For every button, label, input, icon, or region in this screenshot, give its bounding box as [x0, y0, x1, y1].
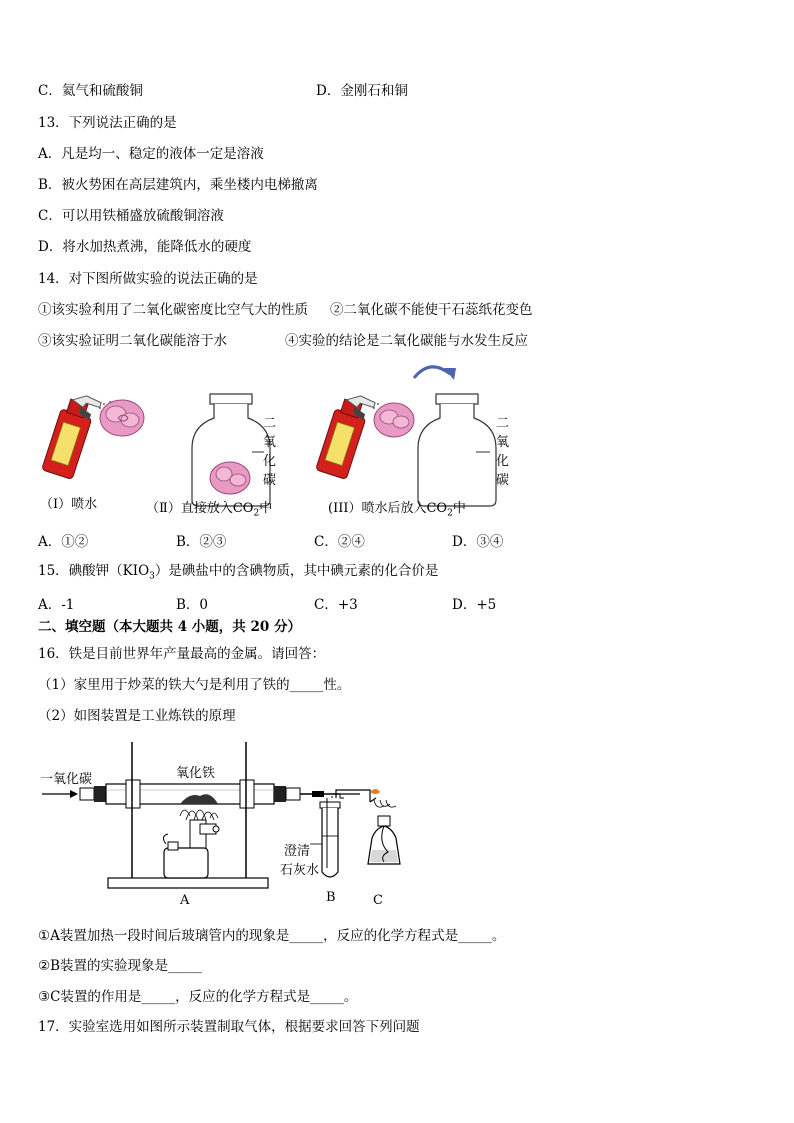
- flower-1: [100, 400, 144, 436]
- gas-label-char: 氧: [263, 435, 277, 450]
- caption-experiment-2: （Ⅱ）直接放入$CO_2$中: [146, 501, 273, 519]
- q15-option-d: D．+5: [452, 597, 497, 613]
- q14-statement-4: ④实验的结论是二氧化碳能与水发生反应: [285, 333, 528, 349]
- caption-experiment-1: （I）喷水: [40, 497, 98, 512]
- gas-label-char: 二: [263, 416, 277, 431]
- gas-label-char: 化: [263, 454, 277, 469]
- apparatus-label-c: C: [373, 893, 383, 908]
- spray-bottle-3: [316, 390, 376, 481]
- q16-statement-3: ③C装置的作用是_____，反应的化学方程式是_____。: [38, 989, 358, 1005]
- q15-option-b: B．0: [176, 597, 209, 613]
- jar-2: [192, 394, 270, 506]
- gas-label-char: 氧: [496, 435, 510, 450]
- q13-option-c: C．可以用铁桶盛放硫酸铜溶液: [38, 208, 224, 224]
- limewater-label-1: 澄清: [284, 844, 311, 859]
- jar-3: [418, 394, 496, 506]
- q12-option-d: D．金刚石和铜: [316, 83, 408, 99]
- apparatus-label-a: A: [180, 893, 190, 908]
- apparatus-label-b: B: [326, 890, 336, 905]
- q14-statement-3: ③该实验证明二氧化碳能溶于水: [38, 333, 227, 349]
- section-2-title: 二、填空题（本大题共 4 小题，共 20 分）: [38, 619, 301, 635]
- q16-stem: 16．铁是目前世界年产量最高的金属。请回答：: [38, 646, 326, 662]
- iron-smelting-apparatus-figure: [40, 740, 420, 908]
- q15-option-a: A．-1: [38, 597, 75, 613]
- gas-label-char: 碳: [263, 473, 277, 488]
- alcohol-lamp: [368, 800, 400, 864]
- q13-option-b: B．被火势困在高层建筑内，乘坐楼内电梯撤离: [38, 177, 318, 193]
- caption-experiment-3: (III）喷水后放入$CO_2$中: [328, 501, 466, 519]
- q14-stem: 14．对下图所做实验的说法正确的是: [38, 271, 258, 287]
- q16-statement-2: ②B装置的实验现象是_____: [38, 958, 202, 974]
- gas-label-char: 碳: [496, 473, 510, 488]
- q14-option-c: C．②④: [314, 534, 365, 550]
- q14-option-b: B．②③: [176, 534, 227, 550]
- q14-statement-2: ②二氧化碳不能使干石蕊纸花变色: [330, 302, 533, 318]
- q15-option-c: C．+3: [314, 597, 358, 613]
- q16-part-1: （1）家里用于炒菜的铁大勺是利用了铁的_____性。: [38, 677, 351, 693]
- iron-oxide-label: 氧化铁: [176, 766, 216, 781]
- limewater-label-2: 石灰水: [280, 863, 320, 878]
- q15-stem: 15．碘酸钾$(KIO_3)$是碘盐中的含碘物质，其中碘元素的化合价是: [38, 563, 439, 582]
- co2-flower-experiment-figure: [30, 360, 530, 520]
- flower-3: [374, 403, 414, 437]
- gas-label-char: 二: [496, 416, 510, 431]
- q14-statement-1: ①该实验利用了二氧化碳密度比空气大的性质: [38, 302, 308, 318]
- spray-bottle-1: [42, 390, 102, 481]
- q13-option-a: A．凡是均一、稳定的液体一定是溶液: [38, 146, 264, 162]
- gas-label-char: 化: [496, 454, 510, 469]
- q16-part-2: （2）如图装置是工业炼铁的原理: [38, 708, 236, 724]
- gas-label-jar-2: [263, 414, 276, 490]
- q14-option-d: D．③④: [452, 534, 504, 550]
- q13-option-d: D．将水加热煮沸，能降低水的硬度: [38, 239, 252, 255]
- q12-option-c: C．氦气和硫酸铜: [38, 83, 143, 99]
- q16-statement-1: ①A装置加热一段时间后玻璃管内的现象是_____，反应的化学方程式是_____。: [38, 928, 506, 944]
- gas-label-jar-3: [496, 414, 509, 490]
- q13-stem: 13．下列说法正确的是: [38, 115, 177, 131]
- q14-option-a: A．①②: [38, 534, 89, 550]
- co-label: 一氧化碳: [40, 772, 93, 787]
- burner-flame: [180, 810, 218, 820]
- q17-stem: 17．实验室选用如图所示装置制取气体，根据要求回答下列问题: [38, 1019, 420, 1035]
